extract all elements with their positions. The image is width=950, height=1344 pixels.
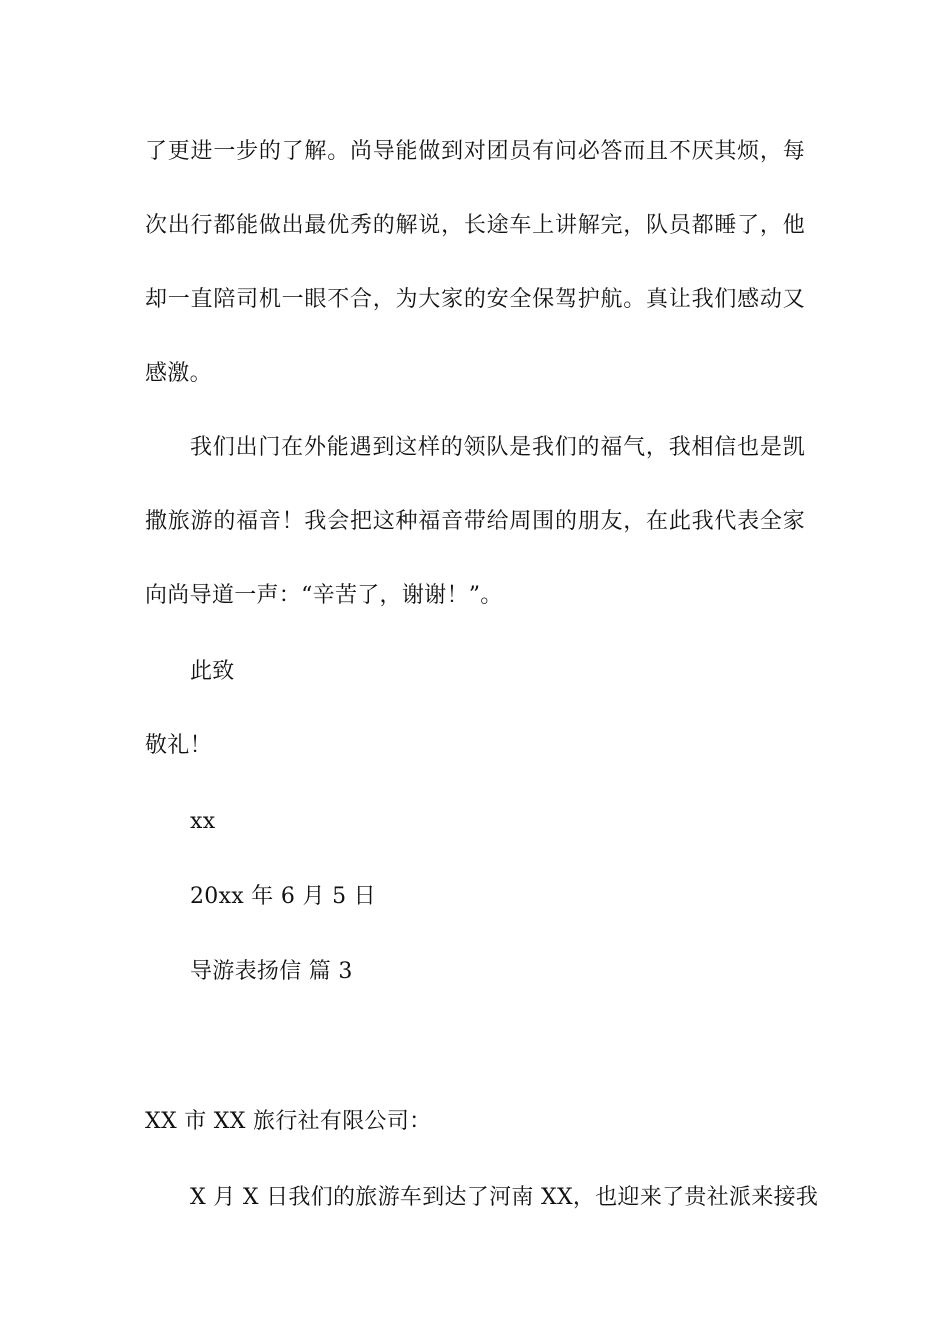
salutation: XX 市 XX 旅行社有限公司：	[145, 1109, 432, 1134]
paragraph-1-line-1: 了更进一步的了解。尚导能做到对团员有问必答而且不厌其烦，每	[145, 139, 805, 164]
letter-date: 20xx 年 6 月 5 日	[190, 884, 376, 909]
paragraph-2-line-3: 向尚导道一声：“辛苦了，谢谢！”。	[145, 583, 503, 608]
paragraph-3-line-1: X 月 X 日我们的旅游车到达了河南 XX，也迎来了贵社派来接我	[190, 1185, 819, 1210]
closing-salute: 敬礼！	[145, 733, 212, 758]
paragraph-2-line-1: 我们出门在外能遇到这样的领队是我们的福气，我相信也是凯	[190, 435, 805, 460]
paragraph-1-line-4: 感激。	[145, 361, 212, 386]
signature: xx	[190, 809, 216, 834]
paragraph-1-line-2: 次出行都能做出最优秀的解说，长途车上讲解完，队员都睡了，他	[145, 213, 805, 238]
paragraph-2-line-2: 撒旅游的福音！我会把这种福音带给周围的朋友，在此我代表全家	[145, 509, 805, 534]
section-title: 导游表扬信 篇 3	[190, 959, 353, 984]
paragraph-1-line-3: 却一直陪司机一眼不合，为大家的安全保驾护航。真让我们感动又	[145, 287, 805, 312]
closing-regards: 此致	[190, 659, 235, 684]
